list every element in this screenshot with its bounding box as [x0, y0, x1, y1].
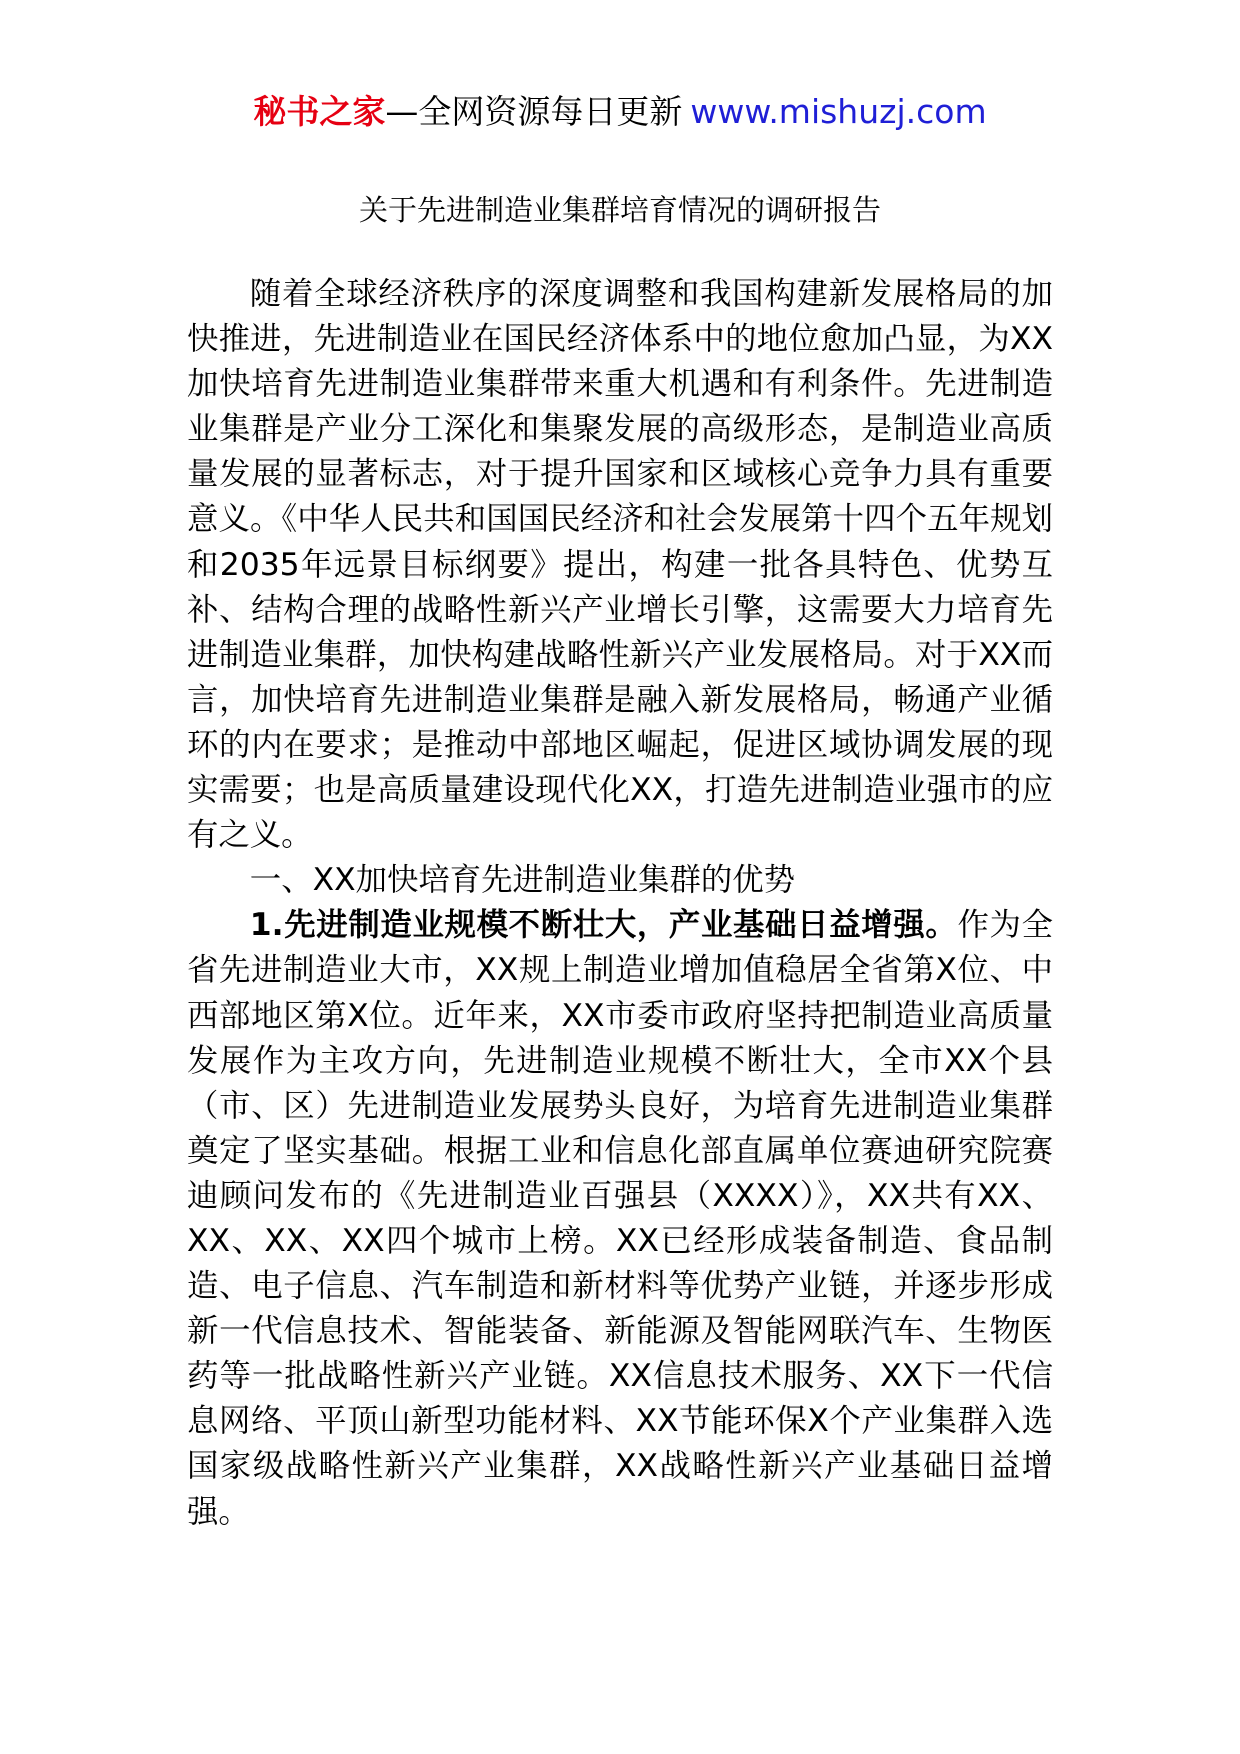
site-slogan: —全网资源每日更新 — [385, 92, 683, 131]
section-heading: 一、XX加快培育先进制造业集群的优势 — [249, 862, 796, 899]
site-url-link[interactable]: www.mishuzj.com — [690, 92, 987, 131]
point-body-text: 作为全省先进制造业大市，XX规上制造业增加值稳居全省第X位、中西部地区第X位。近年来，XX市委市政府坚持把制造业高质量发展作为主攻方向，先进制造业规模不断壮大，全市XX个县（市、区）先进制造业发展势头良好，为培育先进制造业集群奠定了坚实基础。根据工业和信息化部直属单位赛迪研究院赛迪顾问发布的《先进制造业百强县（XXXX）》，XX共有XX、XX、XX、XX四个城市上榜。XX已经形成装备制造、食品制造、电子信息、汽车制造和新材料等优势产业链，并逐步形成新一代信息技术、智能装备、新能源及智能网联汽车、生物医药等一批战略性新兴产业链。XX信息技术服务、XX下一代信息网络、平顶山新型功能材料、XX节能环保X个产业集群入选国家级战略性新兴产业集群，XX战略性新兴产业基础日益增强。 — [187, 907, 1053, 1530]
document-body — [187, 272, 1053, 1535]
brand-name: 秘书之家 — [253, 92, 386, 131]
site-header — [0, 92, 1240, 132]
intro-paragraph: 随着全球经济秩序的深度调整和我国构建新发展格局的加快推进，先进制造业在国民经济体系中的地位愈加凸显，为XX加快培育先进制造业集群带来重大机遇和有利条件。先进制造业集群是产业分工深化和集聚发展的高级形态，是制造业高质量发展的显著标志，对于提升国家和区域核心竞争力具有重要意义。《中华人民共和国国民经济和社会发展第十四个五年规划和2035年远景目标纲要》提出，构建一批各具特色、优势互补、结构合理的战略性新兴产业增长引擎，这需要大力培育先进制造业集群，加快构建战略性新兴产业发展格局。对于XX而言，加快培育先进制造业集群是融入新发展格局，畅通产业循环的内在要求；是推动中部地区崛起，促进区域协调发展的现实需要；也是高质量建设现代化XX，打造先进制造业强市的应有之义。 — [187, 276, 1053, 854]
point-paragraph — [187, 903, 1053, 1534]
point-lead-sentence: 1.先进制造业规模不断壮大，产业基础日益增强。 — [249, 907, 958, 944]
document-title: 关于先进制造业集群培育情况的调研报告 — [358, 193, 881, 227]
